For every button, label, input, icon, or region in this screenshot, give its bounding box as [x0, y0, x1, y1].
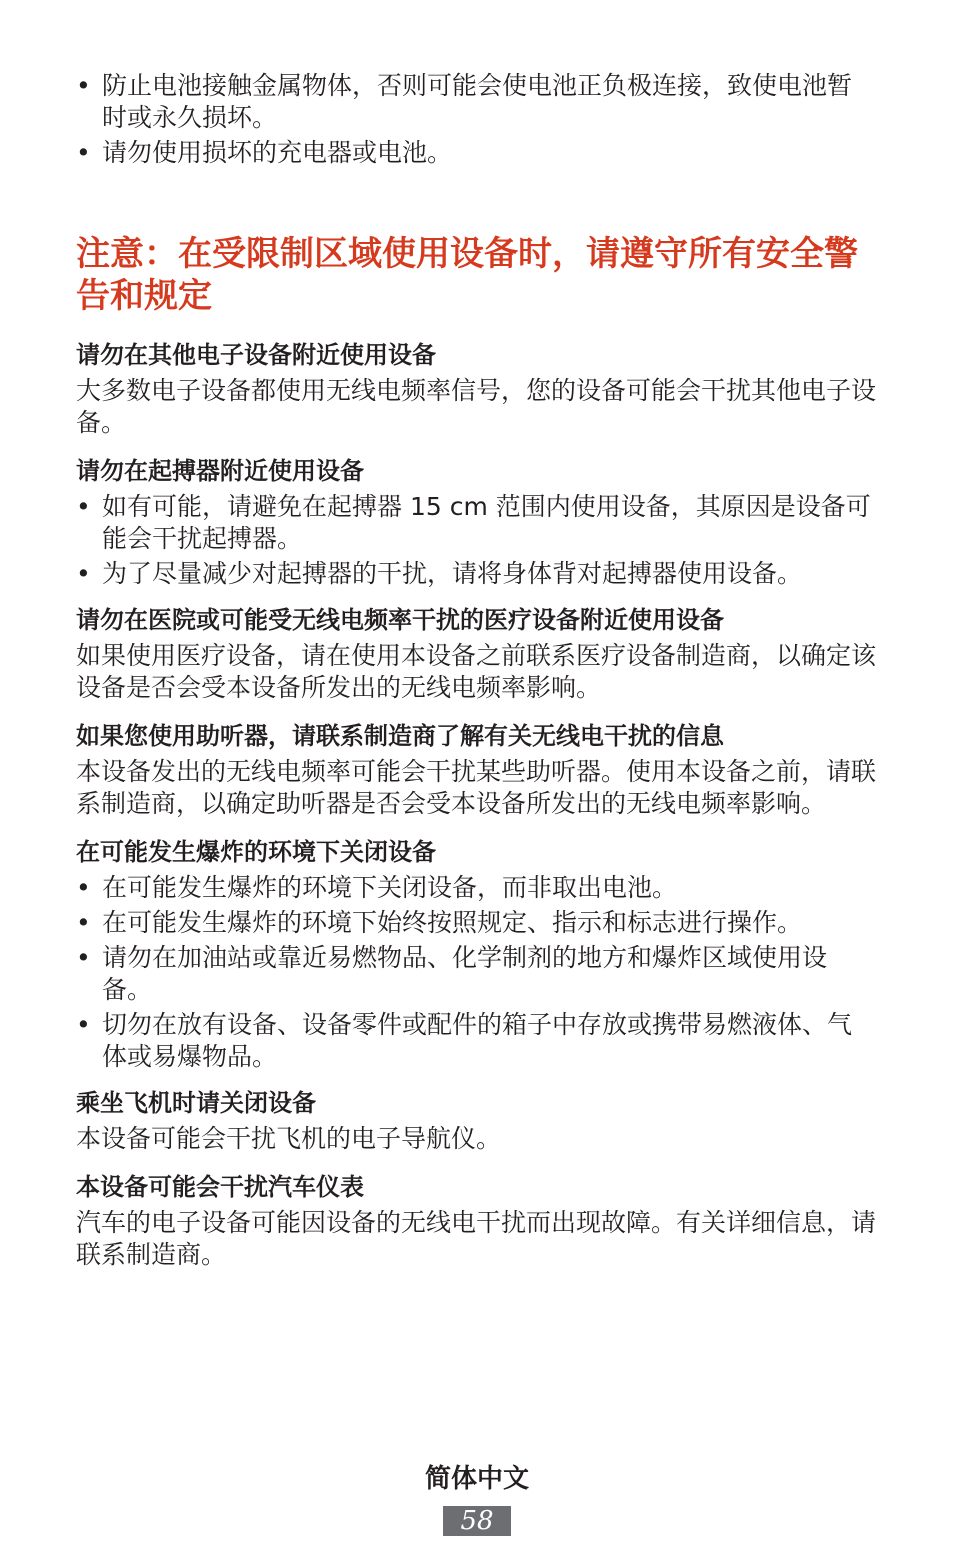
bullet-icon: •	[76, 908, 91, 937]
list-item	[76, 491, 876, 555]
list-item	[76, 137, 876, 169]
list-item-text: 防止电池接触金属物体，否则可能会使电池正负极连接，致使电池暂时或永久损坏。	[102, 71, 853, 132]
section-heading: 如果您使用助听器，请联系制造商了解有关无线电干扰的信息	[76, 722, 724, 750]
section-text: 本设备发出的无线电频率可能会干扰某些助听器。使用本设备之前，请联系制造商，以确定助听器是否会受本设备所发出的无线电频率影响。	[76, 757, 877, 818]
intro-bullet-list	[76, 70, 876, 169]
section-heading: 请勿在其他电子设备附近使用设备	[76, 341, 436, 369]
bullet-icon: •	[76, 943, 91, 972]
list-item-text: 请勿在加油站或靠近易燃物品、化学制剂的地方和爆炸区域使用设备。	[102, 943, 828, 1004]
footer-language: 简体中文	[424, 1464, 529, 1494]
list-item-text: 在可能发生爆炸的环境下关闭设备，而非取出电池。	[102, 873, 678, 902]
section-text: 如果使用医疗设备，请在使用本设备之前联系医疗设备制造商，以确定该设备是否会受本设备所发出的无线电频率影响。	[76, 641, 877, 702]
list-item-text: 在可能发生爆炸的环境下始终按照规定、指示和标志进行操作。	[102, 908, 803, 937]
section-heading: 请勿在起搏器附近使用设备	[76, 457, 364, 485]
page-number: 58	[443, 1506, 511, 1536]
list-item-text: 为了尽量减少对起搏器的干扰，请将身体背对起搏器使用设备。	[102, 559, 803, 588]
list-item-text: 切勿在放有设备、设备零件或配件的箱子中存放或携带易燃液体、气体或易爆物品。	[102, 1010, 853, 1071]
section-heading: 本设备可能会干扰汽车仪表	[76, 1173, 364, 1201]
bullet-icon: •	[76, 492, 91, 521]
list-item-text: 如有可能，请避免在起搏器 15 cm 范围内使用设备，其原因是设备可能会干扰起搏器。	[102, 492, 871, 553]
list-item	[76, 70, 876, 134]
page-content	[76, 70, 876, 1271]
section-bullet-list	[76, 872, 876, 1073]
list-item	[76, 872, 876, 904]
list-item	[76, 1009, 876, 1073]
bullet-icon: •	[76, 1010, 91, 1039]
section-text: 本设备可能会干扰飞机的电子导航仪。	[76, 1124, 502, 1153]
section-text: 汽车的电子设备可能因设备的无线电干扰而出现故障。有关详细信息，请联系制造商。	[76, 1208, 877, 1269]
section-heading: 乘坐飞机时请关闭设备	[76, 1089, 316, 1117]
bullet-icon: •	[76, 559, 91, 588]
section-bullet-list	[76, 491, 876, 590]
bullet-icon: •	[76, 873, 91, 902]
section-heading: 请勿在医院或可能受无线电频率干扰的医疗设备附近使用设备	[76, 606, 724, 634]
section-heading: 在可能发生爆炸的环境下关闭设备	[76, 838, 436, 866]
section-text: 大多数电子设备都使用无线电频率信号，您的设备可能会干扰其他电子设备。	[76, 376, 877, 437]
list-item	[76, 942, 876, 1006]
list-item	[76, 558, 876, 590]
bullet-icon: •	[76, 138, 91, 167]
list-item	[76, 907, 876, 939]
warning-title: 注意：在受限制区域使用设备时，请遵守所有安全警告和规定	[76, 234, 858, 316]
bullet-icon: •	[76, 71, 91, 100]
list-item-text: 请勿使用损坏的充电器或电池。	[102, 138, 453, 167]
